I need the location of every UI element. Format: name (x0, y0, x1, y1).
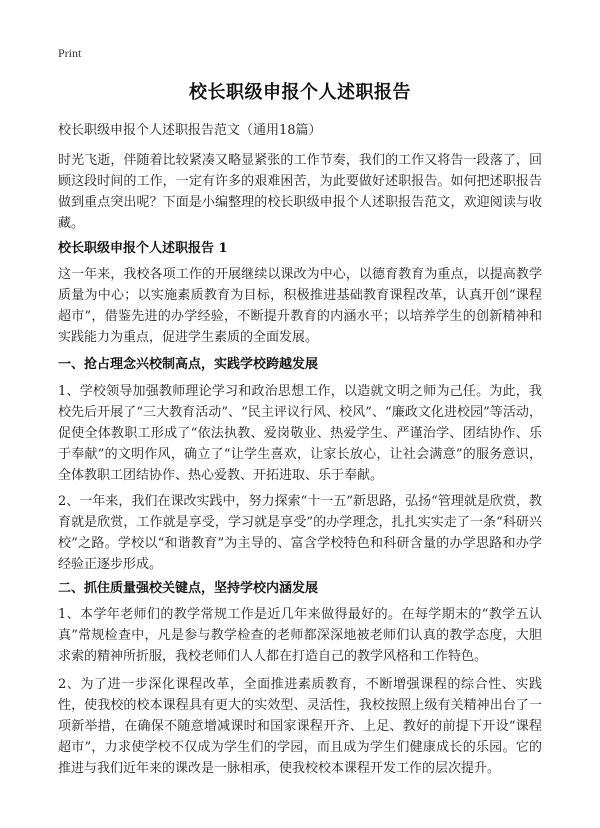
section2-paragraph-1: 1、本学年老师们的教学常规工作是近几年来做得最好的。在每学期末的“教学五认真”常规检查中，凡是参与教学检查的老师都深深地被老师们认真的教学态度，大胆求索的精神所折服，我校老师们人人都在打造自己的教学风格和工作特色。 (58, 607, 542, 664)
report-heading: 校长职级申报个人述职报告 1 (58, 241, 228, 256)
document-subtitle: 校长职级申报个人述职报告范文（通用18篇） (58, 123, 322, 138)
section1-heading: 一、抢占理念兴校制高点，实践学校跨越发展 (58, 357, 319, 372)
report-intro-paragraph: 这一年来，我校各项工作的开展继续以课改为中心，以德育教育为重点，以提高教学质量为中心；以实施素质教育为目标，积极推进基础教育课程改革，认真开创“课程超市”，借鉴先进的办学经验，不断提升教育的内涵水平；以培养学生的创新精神和实践能力为重点，促进学生素质的全面发展。 (58, 267, 542, 345)
intro-paragraph: 时光飞逝，伴随着比较紧凑又略显紧张的工作节奏，我们的工作又将告一段落了，回顾这段时间的工作，一定有许多的艰难困苦，为此要做好述职报告。如何把述职报告做到重点突出呢？下面是小编整理的校长职级申报个人述职报告范文，欢迎阅读与收藏。 (58, 153, 542, 231)
document-title: 校长职级申报个人述职报告 (189, 82, 411, 103)
section1-paragraph-1: 1、学校领导加强教师理论学习和政治思想工作，以造就文明之师为己任。为此，我校先后开展了“三大教育活动”、“民主评议行风、校风”、“廉政文化进校园”等活动，促使全体教职工形成了“依法执教、爱岗敬业、热爱学生、严谨治学、团结协作、乐于奉献”的文明作风，确立了“让学生喜欢，让家长放心，让社会满意”的服务意识，全体教职工团结协作、热心爱教、开拓进取、乐于奉献。 (58, 384, 542, 483)
section2-heading: 二、抓住质量强校关键点，坚持学校内涵发展 (58, 581, 319, 596)
section2-paragraph-2: 2、为了进一步深化课程改革，全面推进素质教育，不断增强课程的综合性、实践性，使我校的校本课程具有更大的实效型、灵活性，我校按照上级有关精神出台了一项新举措，在确保不随意增减课时和国家课程开齐、上足、教好的前提下开设“课程超市”，力求使学校不仅成为学生们的学园，而且成为学生们健康成长的乐园。它的推进与我们近年来的课改是一脉相承，使我校校本课程开发工作的层次提升。 (58, 677, 542, 776)
print-link[interactable]: Print (58, 46, 82, 60)
section1-paragraph-2: 2、一年来，我们在课改实践中，努力探索“十一五”新思路，弘扬“管理就是欣赏，教育就是欣赏，工作就是享受，学习就是享受”的办学理念，扎扎实实走了一条“科研兴校”之路。学校以“和谐教育”为主导的、富含学校特色和科研含量的办学思路和办学经验正逐步形成。 (58, 494, 542, 572)
